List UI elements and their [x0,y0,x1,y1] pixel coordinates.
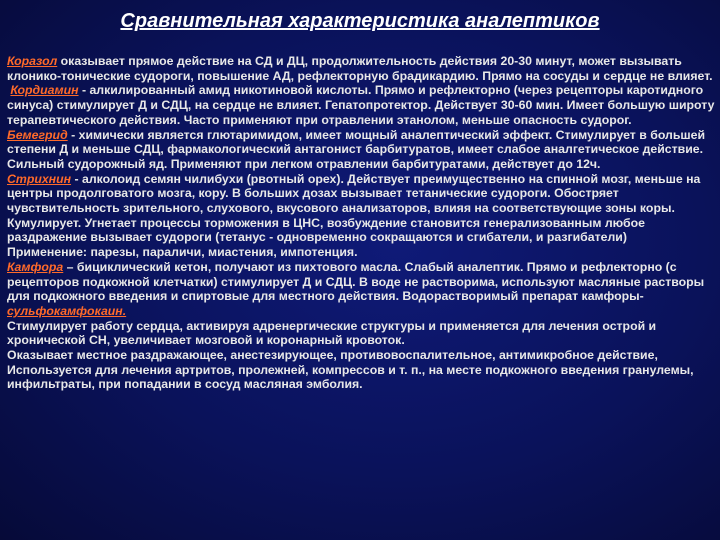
paragraph-cordiamin [7,83,715,127]
drug-name: Коразол [7,54,58,68]
paragraph-camphor [7,260,715,304]
paragraph-corazol [7,54,715,83]
paragraph-text: - химически является глютаримидом, имеет мощный аналептический эффект. Стимулирует в большей степени Д и меньше СДЦ, фармакологический антагонист барбитуратов, имеет слабое аналгетическое действие. Сильный судорожный яд. Применяют при легком отравлении барбитуратами, действует до 12ч. [7,127,706,171]
paragraph-strychnine [7,172,715,246]
paragraph-text: Оказывает местное раздражающее, анестезирующее, противовоспалительное, антимикробное действие, [7,348,658,363]
slide-body [7,54,715,392]
paragraph-bemegrid [7,128,715,172]
drug-name: сульфокамфокаин. [7,303,127,318]
slide-title [0,10,720,33]
drug-name: Стрихнин [7,171,72,186]
drug-name: Камфора [7,259,64,274]
paragraph-sulfocamphocaine [7,304,715,319]
paragraph-text: - алколоид семян чилибухи (рвотный орех). Действует преимущественно на спинной мозг, меньше на центры продолговатого мозга, кору. В больших дозах вызывает тетанические судороги. Обостряет чувствительность зрительного, слухового, вкусового анализаторов, влияя на соответствующие зоны коры. Кумулирует. Угнетает процессы торможения в ЦНС, возбуждение становится генерализованным любое раздражение вызывает судороги (тетанус - одновременно сокращаются и сгибатели, и разгибатели) [7,171,701,245]
paragraph-text: - алкилированный амид никотиновой кислоты. Прямо и рефлекторно (через рецепторы каротидного синуса) стимулирует Д и СДЦ, на сердце не влияет. Гепатопротектор. Действует 30-60 мин. Имеет большую широту терапевтического действия. Часто применяют при отравлении этанолом, меньше опасность судорог. [7,83,715,127]
paragraph-text: – бициклический кетон, получают из пихтового масла. Слабый аналептик. Прямо и рефлекторно (с рецепторов подкожной клетчатки) стимулирует Д и СДЦ. В воде не растворима, используют масляные растворы для подкожного введения и спиртовые для местного действия. Водорастворимый препарат камфоры- [7,259,705,304]
drug-name: Бемегрид [7,127,68,142]
slide-title-text: Сравнительная характеристика аналептиков [120,10,600,32]
paragraph-usage [7,245,715,260]
drug-name: Кордиамин [10,83,79,98]
paragraph-local-action [7,348,715,363]
paragraph-indications [7,363,715,392]
paragraph-text: оказывает прямое действие на СД и ДЦ, продолжительность действия 20-30 минут, может вызывать клонико-тонические судороги, повышение АД, рефлекторную брадикардию. Прямо на сосуды и сердце не влияет. [7,54,713,83]
paragraph-text: Применение: парезы, параличи, миастения, импотенция. [7,245,358,260]
paragraph-cardiac [7,319,715,348]
paragraph-text: Стимулирует работу сердца, активируя адренергические структуры и применяется для лечения острой и хронической СН, увеличивает мозговой и коронарный кровоток. [7,318,657,348]
paragraph-text: Используется для лечения артритов, пролежней, компрессов и т. п., на месте подкожного введения гранулемы, инфильтраты, при попадании в сосуд масляная эмболия. [7,362,694,392]
